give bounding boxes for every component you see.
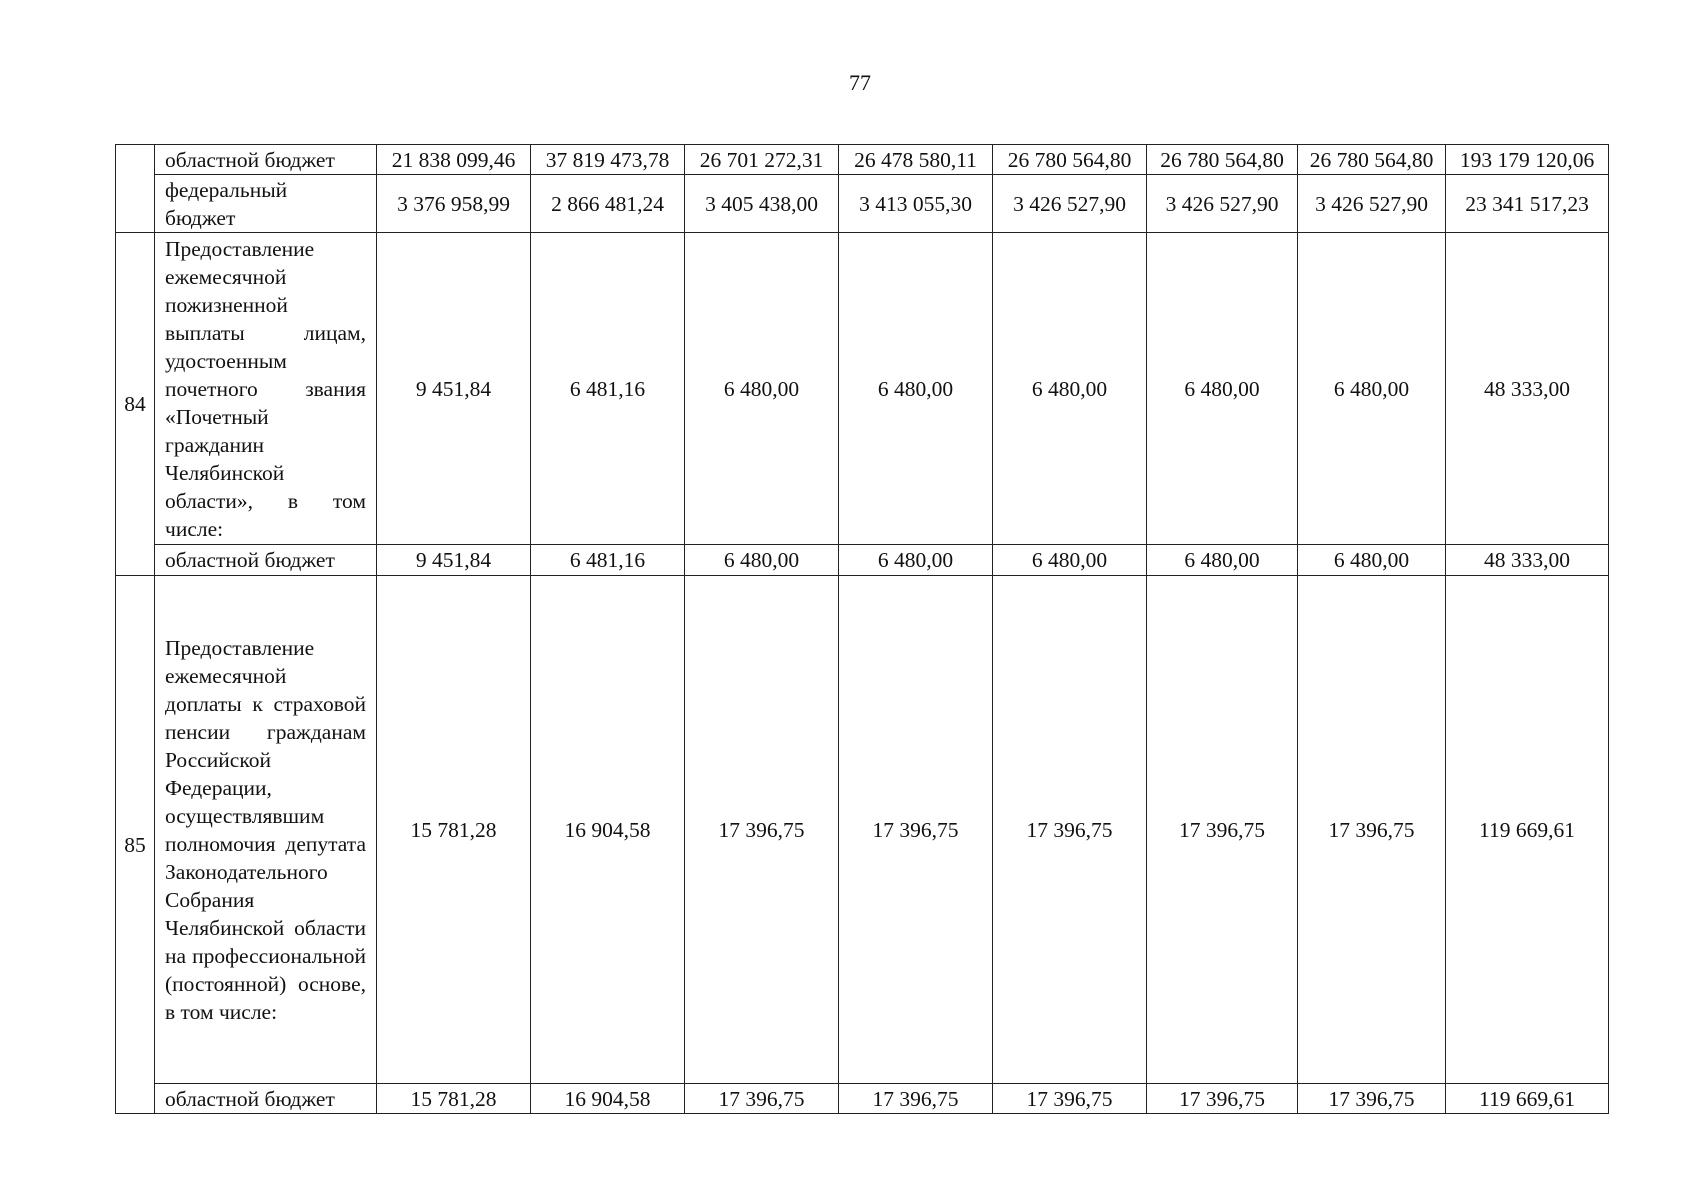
value-cell: 21 838 099,46 (377, 145, 531, 175)
value-cell: 6 480,00 (993, 233, 1147, 545)
value-cell: 26 780 564,80 (993, 145, 1147, 175)
row-label: федеральный бюджет (155, 175, 377, 233)
value-cell: 9 451,84 (377, 233, 531, 545)
value-cell: 16 904,58 (531, 576, 685, 1084)
value-cell: 6 481,16 (531, 545, 685, 576)
total-cell: 23 341 517,23 (1446, 175, 1609, 233)
value-cell: 6 480,00 (839, 545, 993, 576)
value-cell: 3 376 958,99 (377, 175, 531, 233)
value-cell: 17 396,75 (993, 576, 1147, 1084)
value-cell: 2 866 481,24 (531, 175, 685, 233)
table-row (116, 576, 1609, 1084)
value-cell: 26 780 564,80 (1147, 145, 1298, 175)
value-cell: 6 480,00 (685, 545, 839, 576)
value-cell: 26 478 580,11 (839, 145, 993, 175)
page-number: 77 (849, 70, 871, 95)
row-index: 84 (116, 233, 155, 576)
total-cell: 48 333,00 (1446, 545, 1609, 576)
value-cell: 17 396,75 (839, 576, 993, 1084)
value-cell: 26 701 272,31 (685, 145, 839, 175)
table-row (116, 1084, 1609, 1114)
row-label: областной бюджет (155, 545, 377, 576)
value-cell: 6 480,00 (685, 233, 839, 545)
budget-table (115, 144, 1609, 1114)
value-cell: 17 396,75 (1147, 576, 1298, 1084)
value-cell: 6 480,00 (1298, 233, 1446, 545)
row-label: областной бюджет (155, 145, 377, 175)
value-cell: 17 396,75 (685, 576, 839, 1084)
value-cell: 6 480,00 (1147, 233, 1298, 545)
value-cell: 15 781,28 (377, 576, 531, 1084)
value-cell: 6 480,00 (993, 545, 1147, 576)
total-cell: 193 179 120,06 (1446, 145, 1609, 175)
row-index: 85 (116, 576, 155, 1114)
value-cell: 26 780 564,80 (1298, 145, 1446, 175)
row-label: Предоставление ежемесячной доплаты к страховой пенсии гражданам Российской Федерации, осуществлявшим полномочия депутата Законодательного Собрания Челябинской области на профессиональной (постоянной) основе, в том числе: (155, 576, 377, 1084)
value-cell: 17 396,75 (993, 1084, 1147, 1114)
total-cell: 48 333,00 (1446, 233, 1609, 545)
value-cell: 17 396,75 (1298, 1084, 1446, 1114)
value-cell: 6 481,16 (531, 233, 685, 545)
row-label: областной бюджет (155, 1084, 377, 1114)
value-cell: 3 405 438,00 (685, 175, 839, 233)
value-cell: 9 451,84 (377, 545, 531, 576)
value-cell: 17 396,75 (1298, 576, 1446, 1084)
value-cell: 6 480,00 (1147, 545, 1298, 576)
value-cell: 17 396,75 (1147, 1084, 1298, 1114)
value-cell: 16 904,58 (531, 1084, 685, 1114)
table-row (116, 545, 1609, 576)
total-cell: 119 669,61 (1446, 1084, 1609, 1114)
value-cell: 6 480,00 (839, 233, 993, 545)
value-cell: 3 426 527,90 (1298, 175, 1446, 233)
value-cell: 17 396,75 (839, 1084, 993, 1114)
row-index (116, 145, 155, 233)
value-cell: 3 413 055,30 (839, 175, 993, 233)
value-cell: 15 781,28 (377, 1084, 531, 1114)
value-cell: 37 819 473,78 (531, 145, 685, 175)
table-row (116, 145, 1609, 175)
row-label: Предоставление ежемесячной пожизненной выплаты лицам, удостоенным почетного звания «Почетный гражданин Челябинской области», в том числе: (155, 233, 377, 545)
value-cell: 6 480,00 (1298, 545, 1446, 576)
value-cell: 3 426 527,90 (1147, 175, 1298, 233)
table-row (116, 233, 1609, 545)
value-cell: 3 426 527,90 (993, 175, 1147, 233)
total-cell: 119 669,61 (1446, 576, 1609, 1084)
value-cell: 17 396,75 (685, 1084, 839, 1114)
table-row (116, 175, 1609, 233)
